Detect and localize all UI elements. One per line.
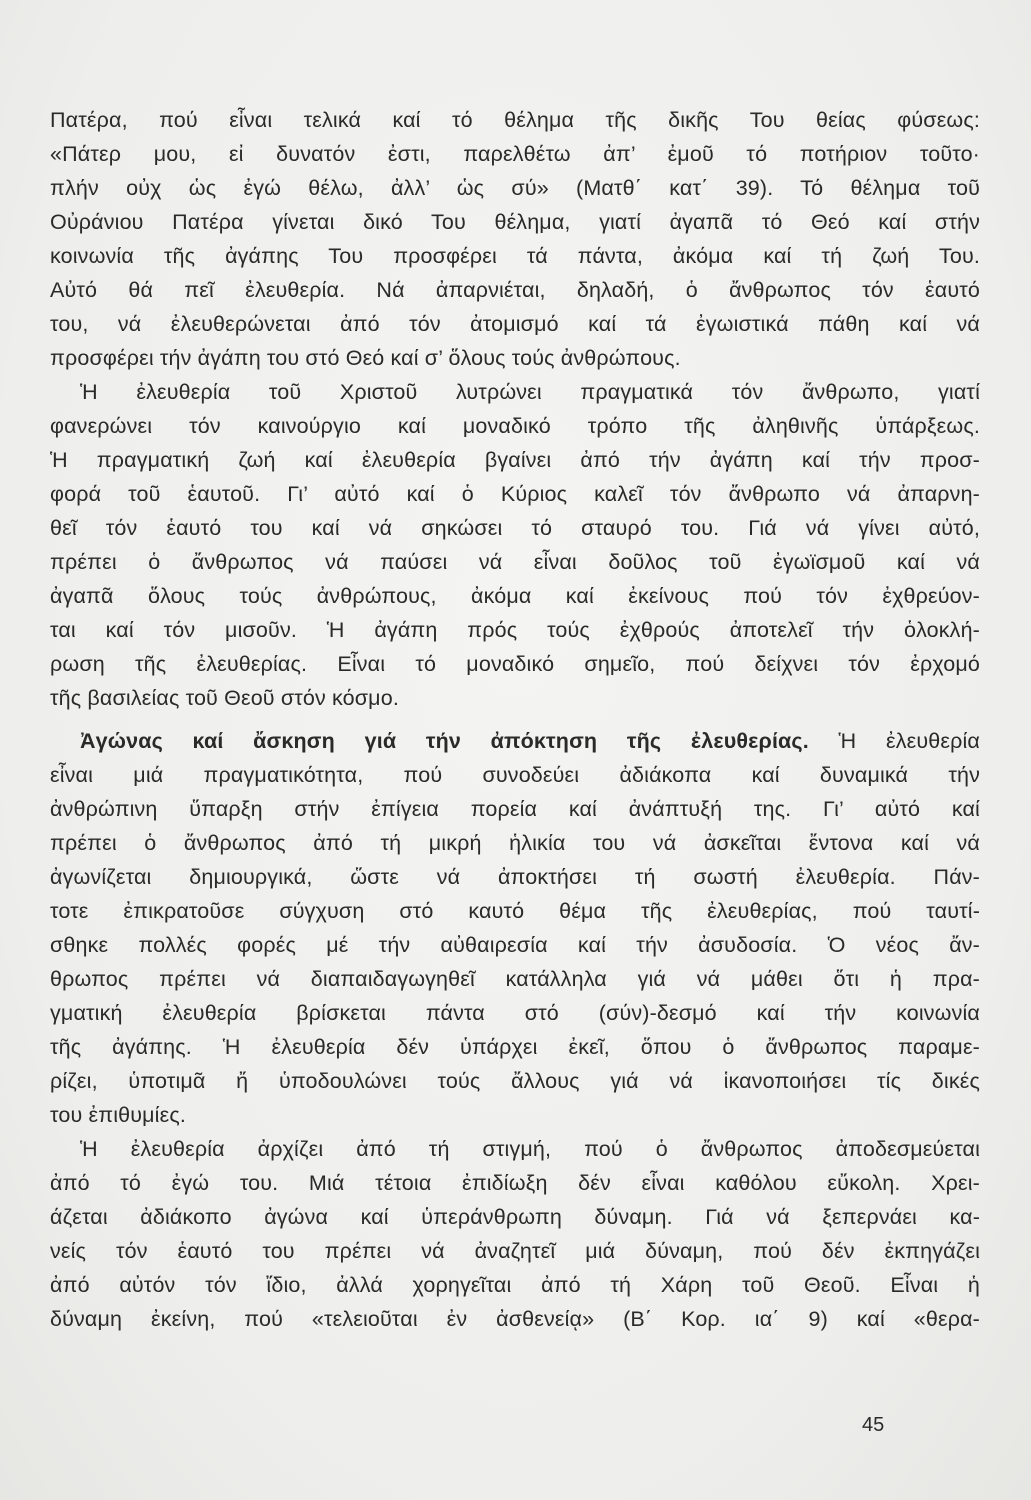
body-text — [50, 103, 980, 1336]
page-number: 45 — [862, 1414, 885, 1436]
text-line: ἀγωνίζεται δημιουργικά, ὥστε νά ἀποκτήσει τή σωστή ἐλευθερία. Πάν- — [50, 865, 980, 889]
text-line: δύναμη ἐκείνη, πού «τελειοῦται ἐν ἀσθενείᾳ» (Β΄ Κορ. ια΄ 9) καί «θερα- — [50, 1307, 980, 1331]
text-line: γματική ἐλευθερία βρίσκεται πάντα στό (σύν)-δεσμό καί τήν κοινωνία — [50, 1001, 980, 1025]
text-line: τῆς βασιλείας τοῦ Θεοῦ στόν κόσμο. — [50, 686, 399, 710]
text-line: του ἐπιθυμίες. — [50, 1103, 186, 1127]
text-line: τῆς ἀγάπης. Ἡ ἐλευθερία δέν ὑπάρχει ἐκεῖ, ὅπου ὁ ἄνθρωπος παραμε- — [50, 1035, 980, 1059]
text-line: Αὐτό θά πεῖ ἐλευθερία. Νά ἀπαρνιέται, δηλαδή, ὁ ἄνθρωπος τόν ἑαυτό — [50, 278, 980, 302]
heading-continuation: Ἡ ἐλευθερία — [808, 729, 980, 753]
text-line: τοτε ἐπικρατοῦσε σύγχυση στό καυτό θέμα τῆς ἐλευθερίας, πού ταυτί- — [50, 899, 980, 923]
text-line: θεῖ τόν ἑαυτό του καί νά σηκώσει τό σταυρό του. Γιά νά γίνει αὐτό, — [50, 516, 980, 540]
text-line: φανερώνει τόν καινούργιο καί μοναδικό τρόπο τῆς ἀληθινῆς ὑπάρξεως. — [50, 414, 980, 438]
text-line: ται καί τόν μισοῦν. Ἡ ἀγάπη πρός τούς ἐχθρούς ἀποτελεῖ τήν ὁλοκλή- — [50, 618, 980, 642]
text-line: ἀνθρώπινη ὕπαρξη στήν ἐπίγεια πορεία καί ἀνάπτυξή της. Γι’ αὐτό καί — [50, 797, 980, 821]
text-line: Πατέρα, πού εἶναι τελικά καί τό θέλημα τῆς δικῆς Του θείας φύσεως: — [50, 108, 980, 132]
text-line: Ἡ ἐλευθερία ἀρχίζει ἀπό τή στιγμή, πού ὁ ἄνθρωπος ἀποδεσμεύεται — [80, 1137, 980, 1161]
text-line: ρίζει, ὑποτιμᾶ ἤ ὑποδουλώνει τούς ἄλλους γιά νά ἱκανοποιήσει τίς δικές — [50, 1069, 980, 1093]
text-line: προσφέρει τήν ἀγάπη του στό Θεό καί σ’ ὅλους τούς ἀνθρώπους. — [50, 346, 681, 370]
section-heading-line — [50, 724, 980, 758]
text-line: πλήν οὐχ ὡς ἐγώ θέλω, ἀλλ’ ὡς σύ» (Ματθ΄ κατ΄ 39). Τό θέλημα τοῦ — [50, 176, 980, 200]
text-line: ἀπό αὐτόν τόν ἴδιο, ἀλλά χορηγεῖται ἀπό τή Χάρη τοῦ Θεοῦ. Εἶναι ἡ — [50, 1273, 980, 1297]
text-line: εἶναι μιά πραγματικότητα, πού συνοδεύει ἀδιάκοπα καί δυναμικά τήν — [50, 763, 980, 787]
section-heading: Ἀγώνας καί ἄσκηση γιά τήν ἀπόκτηση τῆς ἐλευθερίας. — [80, 729, 809, 753]
text-line: πρέπει ὁ ἄνθρωπος νά παύσει νά εἶναι δοῦλος τοῦ ἐγωϊσμοῦ καί νά — [50, 550, 980, 574]
text-line: άζεται ἀδιάκοπο ἀγώνα καί ὑπεράνθρωπη δύναμη. Γιά νά ξεπερνάει κα- — [50, 1205, 980, 1229]
text-line: Οὐράνιου Πατέρα γίνεται δικό Του θέλημα, γιατί ἀγαπᾶ τό Θεό καί στήν — [50, 210, 980, 234]
text-line: Ἡ ἐλευθερία τοῦ Χριστοῦ λυτρώνει πραγματικά τόν ἄνθρωπο, γιατί — [80, 380, 980, 404]
text-line: κοινωνία τῆς ἀγάπης Του προσφέρει τά πάντα, ἀκόμα καί τή ζωή Του. — [50, 244, 980, 268]
text-line: ἀπό τό ἐγώ του. Μιά τέτοια ἐπιδίωξη δέν εἶναι καθόλου εὔκολη. Χρει- — [50, 1171, 980, 1195]
text-line: «Πάτερ μου, εἰ δυνατόν ἐστι, παρελθέτω ἀπ’ ἐμοῦ τό ποτήριον τοῦτο· — [50, 142, 980, 166]
text-line: Ἡ πραγματική ζωή καί ἐλευθερία βγαίνει ἀπό τήν ἀγάπη καί τήν προσ- — [50, 448, 980, 472]
text-line: ἀγαπᾶ ὅλους τούς ἀνθρώπους, ἀκόμα καί ἐκείνους πού τόν ἐχθρεύον- — [50, 584, 980, 608]
text-line: θρωπος πρέπει νά διαπαιδαγωγηθεῖ κατάλληλα γιά νά μάθει ὅτι ἡ πρα- — [50, 967, 980, 991]
text-line: νείς τόν ἑαυτό του πρέπει νά ἀναζητεῖ μιά δύναμη, πού δέν ἐκπηγάζει — [50, 1239, 980, 1263]
text-line: φορά τοῦ ἑαυτοῦ. Γι’ αὐτό καί ὁ Κύριος καλεῖ τόν ἄνθρωπο νά ἀπαρνη- — [50, 482, 980, 506]
text-line: πρέπει ὁ ἄνθρωπος ἀπό τή μικρή ἡλικία του νά ἀσκεῖται ἔντονα καί νά — [50, 831, 980, 855]
text-line: ρωση τῆς ἐλευθερίας. Εἶναι τό μοναδικό σημεῖο, πού δείχνει τόν ἐρχομό — [50, 652, 980, 676]
text-line: σθηκε πολλές φορές μέ τήν αὐθαιρεσία καί τήν ἀσυδοσία. Ὁ νέος ἄν- — [50, 933, 980, 957]
text-line: του, νά ἐλευθερώνεται ἀπό τόν ἀτομισμό καί τά ἐγωιστικά πάθη καί νά — [50, 312, 980, 336]
